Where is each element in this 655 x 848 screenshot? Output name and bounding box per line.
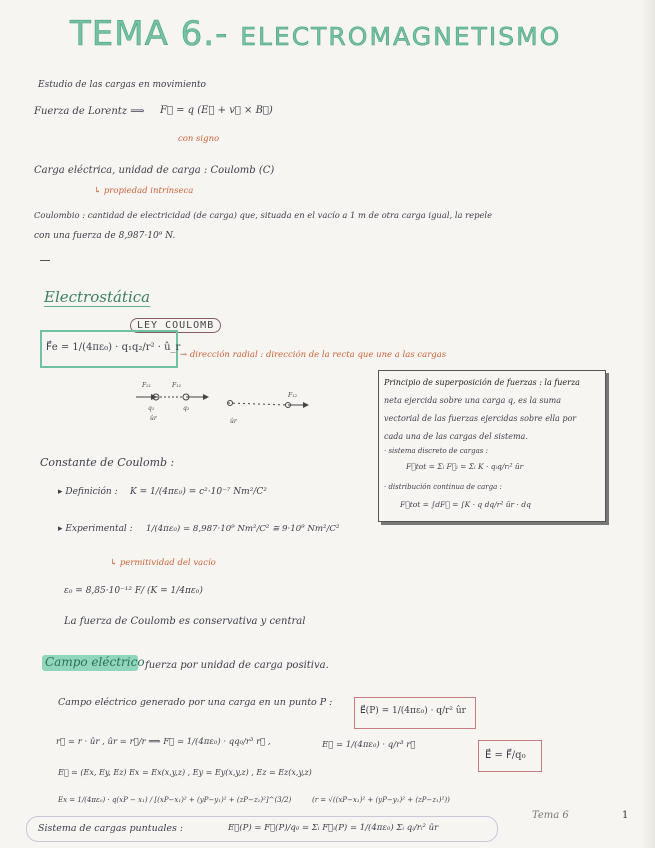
label-f21: F₂₁ bbox=[142, 382, 151, 389]
coulomb-formula: F⃗e = 1/(4πε₀) · q₁q₂/r² · û_r bbox=[46, 342, 181, 353]
campo-line-E: E⃗ = 1/(4πε₀) · q/r³ r⃗ bbox=[322, 740, 416, 750]
direction-note: → dirección radial : dirección de la recta que une a las cargas bbox=[180, 350, 447, 360]
carga-note: ↳ propiedad intrínseca bbox=[94, 186, 194, 196]
superposicion-l5: · distribución continua de carga : bbox=[384, 483, 502, 491]
charge-link-2 bbox=[228, 403, 288, 405]
campo-generado-formula: E⃗(P) = 1/(4πε₀) · q/r² ûr bbox=[360, 706, 466, 716]
ex-r: (r = √((xP−x₁)² + (yP−y₁)² + (zP−z₁)²)) bbox=[312, 796, 450, 804]
constante-heading: Constante de Coulomb : bbox=[40, 456, 175, 469]
title-sub: ELECTROMAGNETISMO bbox=[240, 22, 562, 51]
superposicion-l2: vectorial de las fuerzas ejercidas sobre ella por bbox=[384, 414, 577, 423]
electrostatica-heading: Electrostática bbox=[44, 288, 151, 306]
definicion-formula: K = 1/(4πε₀) = c²·10⁻⁷ Nm²/C² bbox=[130, 487, 267, 497]
intro-line-1: Estudio de las cargas en movimiento bbox=[38, 80, 206, 90]
charges-diagram bbox=[128, 375, 313, 430]
page-number: 1 bbox=[622, 810, 629, 821]
sistema-label: Sistema de cargas puntuales : bbox=[38, 823, 184, 834]
carga-line: Carga eléctrica, unidad de carga : Coulomb (C) bbox=[34, 165, 275, 176]
experimental-formula: 1/(4πε₀) = 8,987·10⁹ Nm²/C² ≅ 9·10⁹ Nm²/C² bbox=[146, 524, 340, 534]
conservativa-line: La fuerza de Coulomb es conservativa y central bbox=[64, 616, 306, 627]
definicion-label: ▸ Definición : bbox=[58, 487, 118, 497]
footer-label: Tema 6 bbox=[532, 810, 569, 821]
campo-components: E⃗ = (Ex, Ey, Ez) Ex = Ex(x,y,z) , Ey = Ey(x,y,z) , Ez = Ez(x,y,z) bbox=[58, 768, 312, 777]
coulombio-line-b: con una fuerza de 8,987·10⁹ N. bbox=[34, 231, 176, 241]
ex-formula: Ex = 1/(4πε₀) · q(xP − x₁) / [(xP−x₁)² + (yP−y₁)² + (zP−z₁)²]^(3/2) bbox=[58, 796, 292, 804]
superposicion-l1: neta ejercida sobre una carga q, es la suma bbox=[384, 396, 562, 405]
lorentz-note: con signo bbox=[178, 134, 220, 144]
coulombio-line-a: Coulombio : cantidad de electricidad (de carga) que, situada en el vacío a 1 m de otra carga igual, la repele bbox=[34, 210, 493, 220]
dash-mark bbox=[40, 260, 50, 261]
title-main: TEMA 6.- bbox=[70, 14, 229, 54]
label-q1: q₁ bbox=[148, 405, 155, 412]
campo-definition: fuerza por unidad de carga positiva. bbox=[145, 660, 329, 671]
ley-coulomb-label: LEY COULOMB bbox=[130, 318, 221, 333]
superposicion-l3: cada una de las cargas del sistema. bbox=[384, 432, 528, 441]
superposicion-f2: F⃗tot = ∫dF⃗ = ∫K · q dq/r² ûr · dq bbox=[400, 500, 531, 509]
label-f12-b: F₁₂ bbox=[288, 392, 297, 399]
label-f12: F₁₂ bbox=[172, 382, 181, 389]
sistema-formula: E⃗(P) = F⃗(P)/q₀ = Σᵢ F⃗ᵢ(P) = 1/(4πε₀) Σᵢ qᵢ/rᵢ² ûr bbox=[228, 823, 439, 833]
superposicion-f1: F⃗tot = Σᵢ F⃗ᵢ = Σᵢ K · qᵢq/rᵢ² ûr bbox=[406, 462, 524, 471]
label-ur-2: ûr bbox=[230, 418, 237, 425]
lorentz-label: Fuerza de Lorentz ⟹ bbox=[34, 106, 145, 117]
experimental-label: ▸ Experimental : bbox=[58, 524, 133, 534]
campo-line-r: r⃗ = r · ûr , ûr = r⃗/r ⟹ F⃗ = 1/(4πε₀) · qq₀/r³ r⃗ , bbox=[56, 737, 271, 747]
superposicion-l4: · sistema discreto de cargas : bbox=[384, 447, 488, 455]
label-ur-1: ûr bbox=[150, 415, 157, 422]
page-title bbox=[70, 14, 561, 54]
superposicion-heading: Principio de superposición de fuerzas : la fuerza bbox=[384, 378, 580, 387]
campo-generado: Campo eléctrico generado por una carga en un punto P : bbox=[58, 697, 333, 708]
epsilon-line: ε₀ = 8,85·10⁻¹² F/ (K = 1/4πε₀) bbox=[64, 586, 203, 596]
E-def: E⃗ = F⃗/q₀ bbox=[485, 750, 526, 761]
permitividad-note: ↳ permitividad del vacío bbox=[110, 558, 216, 568]
lorentz-formula: F⃗ = q (E⃗ + v⃗ × B⃗) bbox=[160, 105, 273, 116]
page-edge-shadow bbox=[641, 0, 655, 848]
label-q2: q₂ bbox=[183, 405, 190, 412]
campo-heading: Campo eléctrico bbox=[45, 655, 145, 669]
